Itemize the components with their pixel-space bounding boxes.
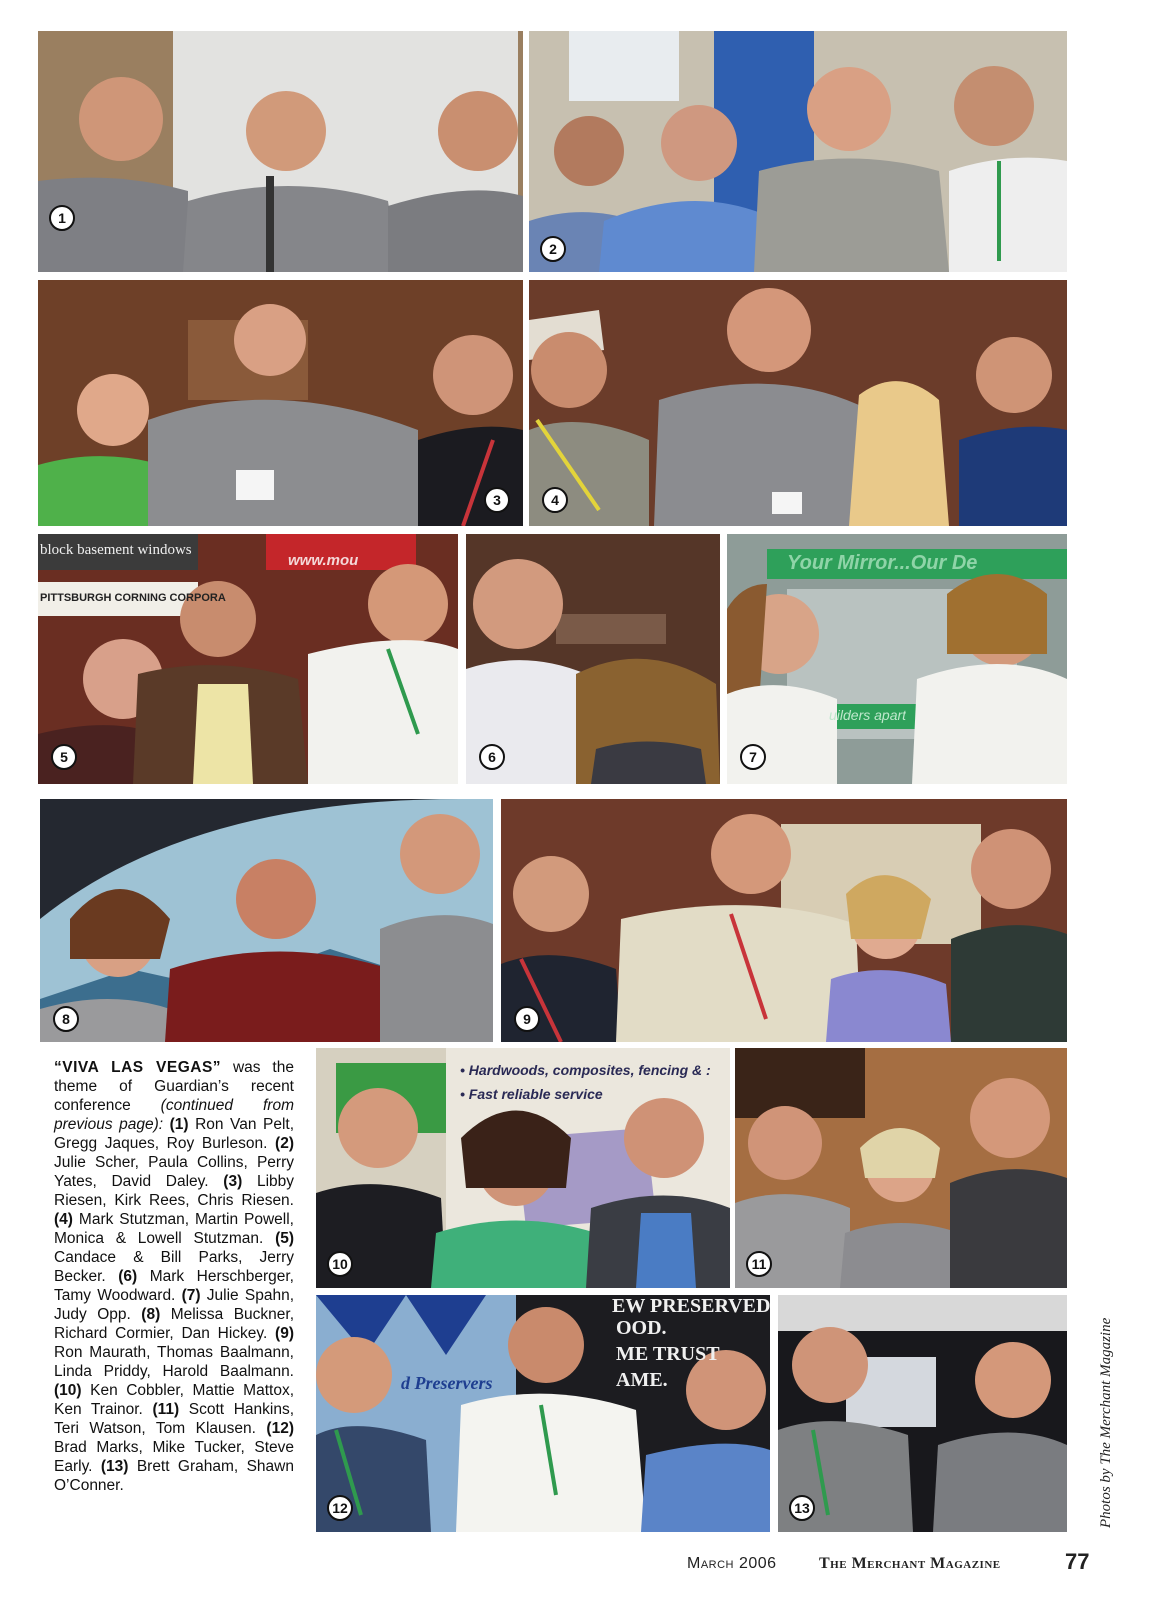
photo-12	[316, 1295, 770, 1532]
photo-3-image	[38, 280, 523, 526]
photo-number-badge: 4	[542, 487, 568, 513]
caption-entry-number: (10)	[54, 1382, 82, 1399]
issue-date: March 2006	[687, 1555, 777, 1572]
photo-11-image	[735, 1048, 1067, 1288]
sign-text: • Hardwoods, composites, fencing & :	[460, 1062, 711, 1078]
photo-credit: Photos by The Merchant Magazine	[1098, 1317, 1114, 1528]
sign-text: d Preservers	[401, 1373, 493, 1393]
caption-entry-names: Mark Stutzman, Martin Powell, Monica & Lowell Stutzman.	[54, 1211, 294, 1247]
photo-8-image	[40, 799, 493, 1042]
caption-entry-number: (12)	[266, 1420, 294, 1437]
photo-number-badge: 2	[540, 236, 566, 262]
photo-number-badge: 9	[514, 1006, 540, 1032]
caption-entry-number: (6)	[118, 1268, 138, 1285]
caption-entry-number: (8)	[141, 1306, 161, 1323]
caption-continued: (continued from previous page):	[54, 1097, 294, 1133]
caption-entry-number: (4)	[54, 1211, 73, 1228]
photo-number-badge: 7	[740, 744, 766, 770]
photo-3	[38, 280, 523, 526]
caption-entry-number: (2)	[275, 1135, 294, 1152]
sign-text: • Fast reliable service	[460, 1086, 603, 1102]
photo-number-badge: 8	[53, 1006, 79, 1032]
caption-entry-names: Mark Herschberger, Tamy Woodward.	[54, 1268, 294, 1304]
caption-entry-number: (1)	[169, 1116, 189, 1133]
sign-text: ME TRUST	[616, 1343, 720, 1365]
caption-entry-names: Ken Cobbler, Mattie Mattox, Ken Trainor.	[54, 1382, 295, 1418]
page-number: 77	[1065, 1549, 1090, 1574]
photo-2-image	[529, 31, 1067, 272]
photo-11	[735, 1048, 1067, 1288]
caption-entry-names: Brett Graham, Shawn O’Conner.	[54, 1458, 294, 1494]
caption-entry-names: Scott Hankins, Teri Watson, Tom Klausen.	[54, 1401, 294, 1437]
photo-5-image	[38, 534, 458, 784]
caption-entry-names: Candace & Bill Parks, Jerry Becker.	[54, 1249, 294, 1285]
caption-entry-number: (5)	[275, 1230, 295, 1247]
photo-10-image	[316, 1048, 730, 1288]
photo-9	[501, 799, 1067, 1042]
photo-caption	[54, 1058, 294, 1495]
sign-text: OOD.	[616, 1317, 667, 1339]
photo-13	[778, 1295, 1067, 1532]
caption-intro: was the theme of Guardian’s recent conference	[54, 1059, 294, 1114]
photo-7	[727, 534, 1067, 784]
sign-text: AME.	[616, 1369, 668, 1391]
caption-entry-names: Julie Spahn, Judy Opp.	[54, 1287, 295, 1323]
sign-text: PITTSBURGH CORNING CORPORA	[40, 592, 226, 604]
sign-text: www.mou	[288, 552, 359, 569]
photo-9-image	[501, 799, 1067, 1042]
caption-entry-number: (3)	[223, 1173, 243, 1190]
sign-text: EW PRESERVED	[612, 1295, 770, 1317]
photo-10	[316, 1048, 730, 1288]
photo-number-badge: 5	[51, 744, 77, 770]
photo-2	[529, 31, 1067, 272]
caption-entry-names: Melissa Buckner, Richard Cormier, Dan Hickey.	[54, 1306, 295, 1342]
photo-number-badge: 13	[789, 1495, 815, 1521]
photo-6	[466, 534, 720, 784]
caption-entry-number: (11)	[152, 1401, 180, 1418]
photo-6-image	[466, 534, 720, 784]
caption-entry-number: (13)	[100, 1458, 129, 1475]
caption-entry-names: Ron Maurath, Thomas Baalmann, Linda Priddy, Harold Baalmann.	[54, 1344, 294, 1380]
photo-number-badge: 6	[479, 744, 505, 770]
photo-number-badge: 1	[49, 205, 75, 231]
photo-number-badge: 3	[484, 487, 510, 513]
magazine-name: The Merchant Magazine	[819, 1555, 1001, 1572]
caption-entry-number: (9)	[275, 1325, 294, 1342]
caption-entry-number: (7)	[181, 1287, 201, 1304]
caption-entry-names: Libby Riesen, Kirk Rees, Chris Riesen.	[54, 1173, 295, 1209]
photo-1-image	[38, 31, 523, 272]
sign-text: block basement windows	[40, 542, 192, 558]
photo-number-badge: 10	[327, 1251, 353, 1277]
caption-entry-names: Brad Marks, Mike Tucker, Steve Early.	[54, 1439, 294, 1475]
sign-text: Your Mirror...Our De	[787, 552, 978, 574]
photo-4	[529, 280, 1067, 526]
photo-5	[38, 534, 458, 784]
photo-number-badge: 11	[746, 1251, 772, 1277]
caption-lead: “VIVA LAS VEGAS”	[54, 1059, 222, 1076]
photo-13-image	[778, 1295, 1067, 1532]
caption-entry-names: Ron Van Pelt, Gregg Jaques, Roy Burleson.	[54, 1116, 295, 1152]
photo-1	[38, 31, 523, 272]
photo-4-image	[529, 280, 1067, 526]
photo-8	[40, 799, 493, 1042]
photo-number-badge: 12	[327, 1495, 353, 1521]
photo-12-image	[316, 1295, 770, 1532]
caption-entry-names: Julie Scher, Paula Collins, Perry Yates, David Daley.	[54, 1154, 294, 1190]
sign-text: uilders apart	[829, 707, 907, 723]
